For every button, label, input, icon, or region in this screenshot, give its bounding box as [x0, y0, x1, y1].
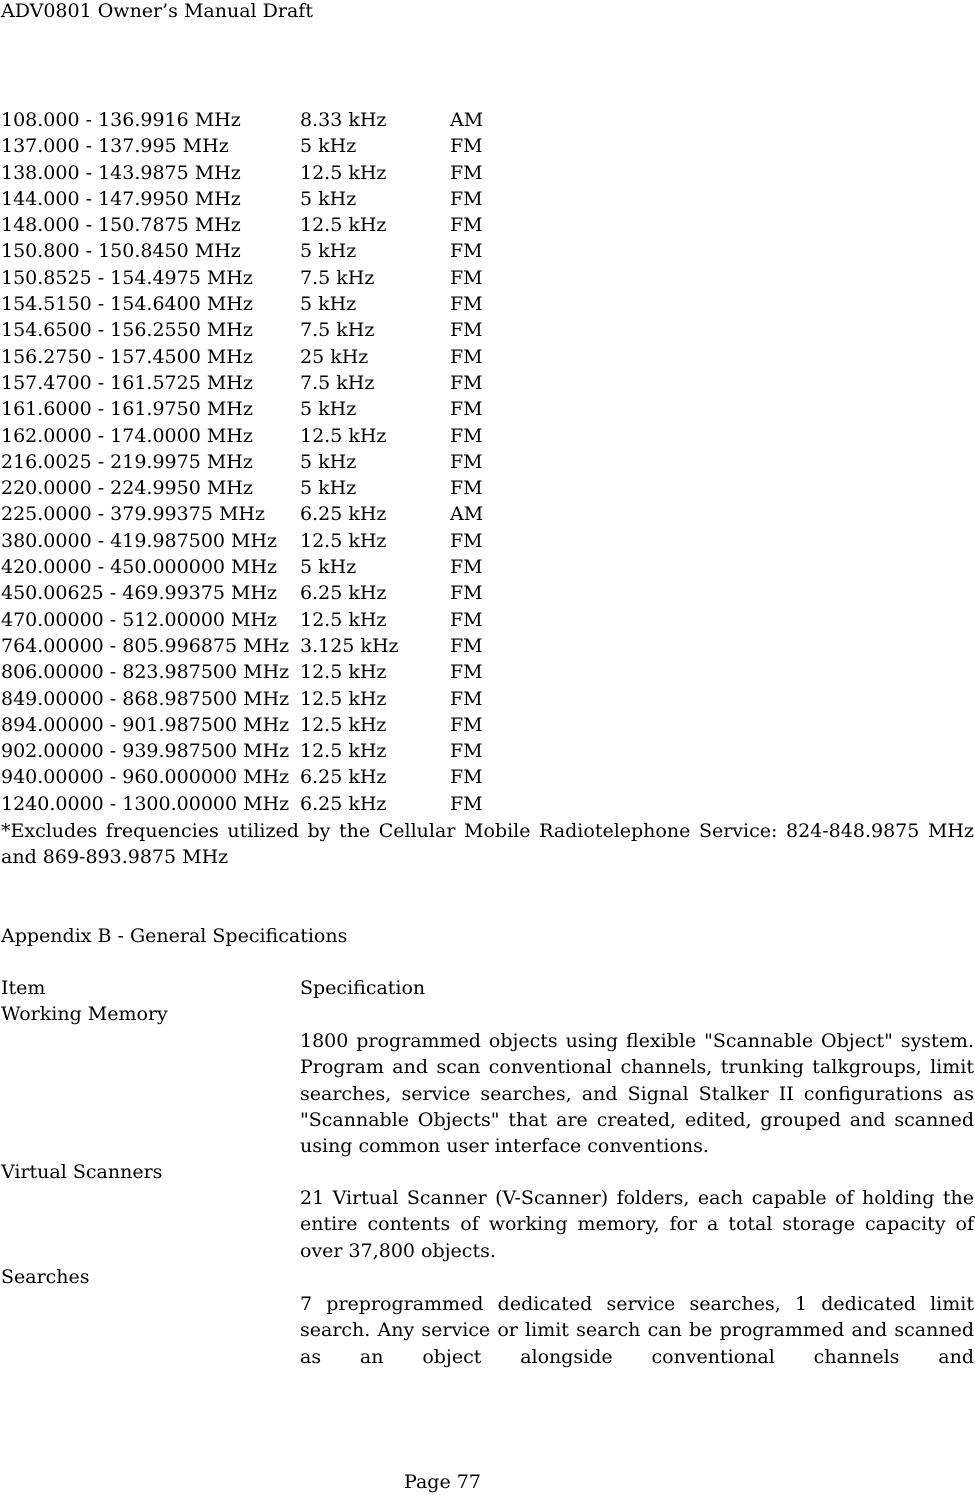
modulation: FM: [450, 582, 483, 605]
frequency-row: [1, 501, 975, 527]
step-size: 12.5 kHz: [300, 424, 387, 447]
step-size: 5 kHz: [300, 450, 357, 473]
frequency-range: 216.0025 - 219.9975 MHz: [1, 450, 253, 473]
frequency-range: 225.0000 - 379.99375 MHz: [1, 503, 265, 526]
frequency-range: 144.000 - 147.9950 MHz: [1, 187, 241, 210]
modulation: FM: [450, 135, 483, 158]
frequency-row: [1, 791, 975, 817]
step-size: 6.25 kHz: [300, 582, 387, 605]
modulation: FM: [450, 713, 483, 736]
modulation: FM: [450, 450, 483, 473]
frequency-row: [1, 396, 975, 422]
modulation: FM: [450, 319, 483, 342]
spec-text-searches: 7 preprogrammed dedicated service searches, 1 dedicated limit search. Any service or limit search can be programmed and scanned as an object alongside conventional channels and: [300, 1293, 974, 1368]
frequency-row: [1, 580, 975, 606]
frequency-range: 1240.0000 - 1300.00000 MHz: [1, 792, 290, 815]
frequency-row: [1, 423, 975, 449]
modulation: FM: [450, 240, 483, 263]
frequency-row: [1, 712, 975, 738]
page-number: Page 77: [404, 1471, 481, 1493]
frequency-range: 154.5150 - 154.6400 MHz: [1, 293, 253, 316]
frequency-row: [1, 317, 975, 343]
column-header-specification: Specification: [300, 977, 426, 999]
frequency-row: [1, 238, 975, 264]
step-size: 7.5 kHz: [300, 371, 375, 394]
frequency-range: 148.000 - 150.7875 MHz: [1, 214, 241, 237]
frequency-range: 161.6000 - 161.9750 MHz: [1, 398, 253, 421]
step-size: 12.5 kHz: [300, 529, 387, 552]
frequency-row: [1, 186, 975, 212]
step-size: 12.5 kHz: [300, 608, 387, 631]
modulation: FM: [450, 161, 483, 184]
modulation: FM: [450, 266, 483, 289]
modulation: FM: [450, 608, 483, 631]
spec-item-virtual-scanners: Virtual Scanners: [1, 1161, 163, 1183]
frequency-range: 220.0000 - 224.9950 MHz: [1, 477, 253, 500]
frequency-row: [1, 344, 975, 370]
frequency-row: [1, 659, 975, 685]
modulation: FM: [450, 556, 483, 579]
spec-text-virtual-scanners: 21 Virtual Scanner (V-Scanner) folders, each capable of holding the entire contents of working memory, for a total storage capacity of over 37,800 objects.: [300, 1187, 974, 1262]
frequency-range: 137.000 - 137.995 MHz: [1, 135, 229, 158]
frequency-row: [1, 133, 975, 159]
frequency-row: [1, 607, 975, 633]
step-size: 6.25 kHz: [300, 792, 387, 815]
frequency-range: 156.2750 - 157.4500 MHz: [1, 345, 253, 368]
modulation: FM: [450, 661, 483, 684]
step-size: 5 kHz: [300, 398, 357, 421]
frequency-row: [1, 449, 975, 475]
spec-text-working-memory: 1800 programmed objects using flexible "Scannable Object" system. Program and scan conventional channels, trunking talkgroups, limit searches, service searches, and Signal Stalker II configurations as "Scannable Objects" that are created, edited, grouped and scanned using common user interface conventions.: [300, 1030, 974, 1158]
modulation: FM: [450, 634, 483, 657]
step-size: 5 kHz: [300, 556, 357, 579]
modulation: FM: [450, 687, 483, 710]
frequency-row: [1, 291, 975, 317]
spec-item-searches: Searches: [1, 1266, 90, 1288]
modulation: FM: [450, 214, 483, 237]
step-size: 6.25 kHz: [300, 503, 387, 526]
frequency-row: [1, 686, 975, 712]
frequency-range: 806.00000 - 823.987500 MHz: [1, 661, 290, 684]
modulation: FM: [450, 187, 483, 210]
frequency-row: [1, 370, 975, 396]
modulation: FM: [450, 293, 483, 316]
step-size: 12.5 kHz: [300, 687, 387, 710]
frequency-row: [1, 475, 975, 501]
modulation: FM: [450, 371, 483, 394]
frequency-range: 157.4700 - 161.5725 MHz: [1, 371, 253, 394]
modulation: FM: [450, 477, 483, 500]
modulation: FM: [450, 424, 483, 447]
step-size: 5 kHz: [300, 240, 357, 263]
frequency-range: 108.000 - 136.9916 MHz: [1, 109, 241, 131]
frequency-range: 162.0000 - 174.0000 MHz: [1, 424, 253, 447]
modulation: FM: [450, 766, 483, 789]
frequency-range: 849.00000 - 868.987500 MHz: [1, 687, 290, 710]
spec-item-working-memory: Working Memory: [1, 1003, 168, 1025]
frequency-step-table: [1, 107, 975, 817]
frequency-range: 940.00000 - 960.000000 MHz: [1, 766, 290, 789]
frequency-range: 894.00000 - 901.987500 MHz: [1, 713, 290, 736]
step-size: 12.5 kHz: [300, 661, 387, 684]
frequency-range: 150.8525 - 154.4975 MHz: [1, 266, 253, 289]
step-size: 5 kHz: [300, 135, 357, 158]
frequency-range: 138.000 - 143.9875 MHz: [1, 161, 241, 184]
step-size: 25 kHz: [300, 345, 369, 368]
spec-table-header: [1, 975, 975, 1001]
frequency-range: 764.00000 - 805.996875 MHz: [1, 634, 290, 657]
frequency-row: [1, 764, 975, 790]
step-size: 5 kHz: [300, 293, 357, 316]
frequency-range: 450.00625 - 469.99375 MHz: [1, 582, 278, 605]
frequency-range: 902.00000 - 939.987500 MHz: [1, 740, 290, 763]
frequency-row: [1, 554, 975, 580]
modulation: AM: [450, 109, 484, 131]
modulation: FM: [450, 345, 483, 368]
step-size: 3.125 kHz: [300, 634, 399, 657]
modulation: FM: [450, 398, 483, 421]
step-size: 5 kHz: [300, 187, 357, 210]
appendix-title: Appendix B - General Specifications: [1, 925, 348, 947]
frequency-row: [1, 160, 975, 186]
step-size: 12.5 kHz: [300, 713, 387, 736]
frequency-range: 380.0000 - 419.987500 MHz: [1, 529, 278, 552]
column-header-item: Item: [1, 977, 46, 999]
document-header: ADV0801 Owner’s Manual Draft: [1, 0, 313, 22]
modulation: FM: [450, 792, 483, 815]
cellular-exclusion-footnote: *Excludes frequencies utilized by the Cellular Mobile Radiotelephone Service: 824-848.9875 MHz and 869-893.9875 MHz: [1, 820, 974, 869]
step-size: 7.5 kHz: [300, 266, 375, 289]
frequency-range: 470.00000 - 512.00000 MHz: [1, 608, 278, 631]
frequency-row: [1, 528, 975, 554]
step-size: 5 kHz: [300, 477, 357, 500]
modulation: AM: [450, 503, 484, 526]
step-size: 8.33 kHz: [300, 109, 387, 131]
modulation: FM: [450, 529, 483, 552]
step-size: 12.5 kHz: [300, 740, 387, 763]
step-size: 7.5 kHz: [300, 319, 375, 342]
frequency-row: [1, 633, 975, 659]
step-size: 12.5 kHz: [300, 214, 387, 237]
frequency-row: [1, 107, 975, 133]
modulation: FM: [450, 740, 483, 763]
frequency-range: 420.0000 - 450.000000 MHz: [1, 556, 278, 579]
step-size: 6.25 kHz: [300, 766, 387, 789]
step-size: 12.5 kHz: [300, 161, 387, 184]
frequency-range: 150.800 - 150.8450 MHz: [1, 240, 241, 263]
frequency-row: [1, 738, 975, 764]
frequency-row: [1, 212, 975, 238]
frequency-row: [1, 265, 975, 291]
frequency-range: 154.6500 - 156.2550 MHz: [1, 319, 253, 342]
